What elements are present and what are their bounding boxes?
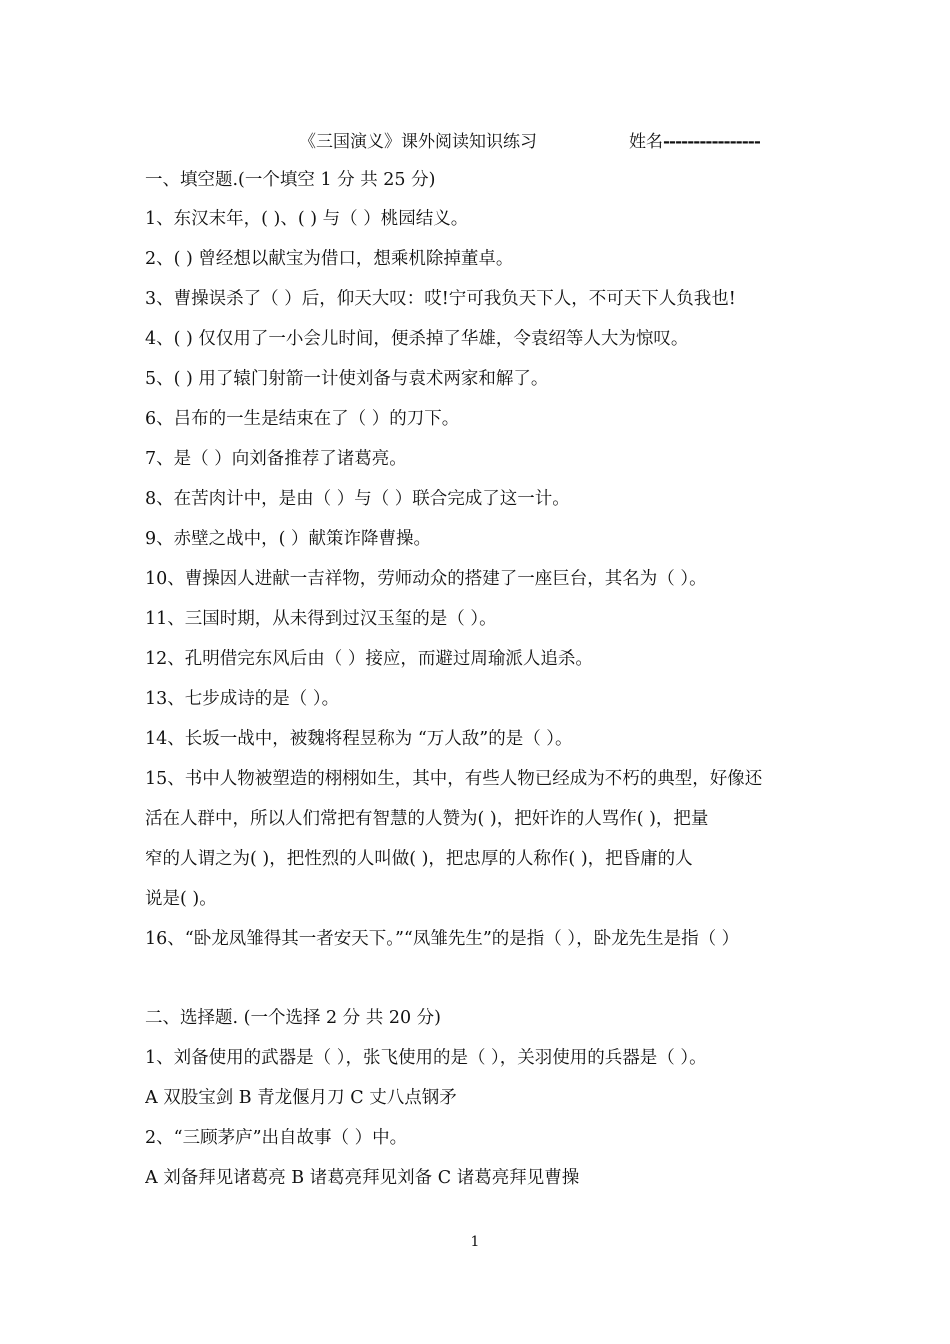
page-title: 《三国演义》课外阅读知识练习 xyxy=(299,132,537,152)
option-line: A 双股宝剑 B 青龙偃月刀 C 丈八点钢矛 xyxy=(145,1088,457,1108)
name-blank-line: ---------------- xyxy=(663,132,760,152)
question-line: 13、七步成诗的是（ ）。 xyxy=(145,689,340,709)
question-line: 1、刘备使用的武器是（ ），张飞使用的是（ ），关羽使用的兵器是（ ）。 xyxy=(145,1048,707,1068)
question-line: 1、东汉末年，( )、( ) 与（ ）桃园结义。 xyxy=(145,209,469,229)
question-line: 9、赤壁之战中，( ）献策诈降曹操。 xyxy=(145,529,432,549)
question-line: 8、在苦肉计中，是由（ ）与（ ）联合完成了这一计。 xyxy=(145,489,570,509)
question-line: 6、吕布的一生是结束在了（ ）的刀下。 xyxy=(145,409,460,429)
section2-heading: 二、选择题. (一个选择 2 分 共 20 分) xyxy=(145,1008,441,1028)
name-label: 姓名 xyxy=(629,132,663,152)
question-line: 5、( ) 用了辕门射箭一计使刘备与袁术两家和解了。 xyxy=(145,369,549,389)
question-line: 14、长坂一战中，被魏将程昱称为 “万人敌”的是（ ）。 xyxy=(145,729,573,749)
question-line: 11、三国时期，从未得到过汉玉玺的是（ ）。 xyxy=(145,609,497,629)
question-line: 活在人群中，所以人们常把有智慧的人赞为( )，把奸诈的人骂作( )，把量 xyxy=(145,809,709,829)
page-number: 1 xyxy=(470,1234,480,1250)
question-line: 15、书中人物被塑造的栩栩如生，其中，有些人物已经成为不朽的典型，好像还 xyxy=(145,769,763,789)
question-line: 10、曹操因人进献一吉祥物，劳师动众的搭建了一座巨台，其名为（ ）。 xyxy=(145,569,707,589)
question-line: 7、是（ ）向刘备推荐了诸葛亮。 xyxy=(145,449,407,469)
name-field xyxy=(629,127,760,152)
question-line: 窄的人谓之为( )，把性烈的人叫做( )，把忠厚的人称作( )，把昏庸的人 xyxy=(145,849,693,869)
question-line: 说是( )。 xyxy=(145,889,217,909)
question-line: 4、( ) 仅仅用了一小会儿时间，便杀掉了华雄，令袁绍等人大为惊叹。 xyxy=(145,329,689,349)
section1-heading: 一、填空题.(一个填空 1 分 共 25 分) xyxy=(145,170,436,190)
title-row xyxy=(0,127,950,153)
question-line: 2、“三顾茅庐”出自故事（ ）中。 xyxy=(145,1128,408,1148)
question-line: 3、曹操误杀了（ ）后，仰天大叹：哎!宁可我负天下人，不可天下人负我也! xyxy=(145,289,736,309)
option-line: A 刘备拜见诸葛亮 B 诸葛亮拜见刘备 C 诸葛亮拜见曹操 xyxy=(145,1168,580,1188)
question-line: 12、孔明借完东风后由（ ）接应，而避过周瑜派人追杀。 xyxy=(145,649,593,669)
question-line: 16、“卧龙凤雏得其一者安天下。”“凤雏先生”的是指（ ），卧龙先生是指（ ） xyxy=(145,929,740,949)
question-line: 2、( ) 曾经想以献宝为借口，想乘机除掉董卓。 xyxy=(145,249,514,269)
